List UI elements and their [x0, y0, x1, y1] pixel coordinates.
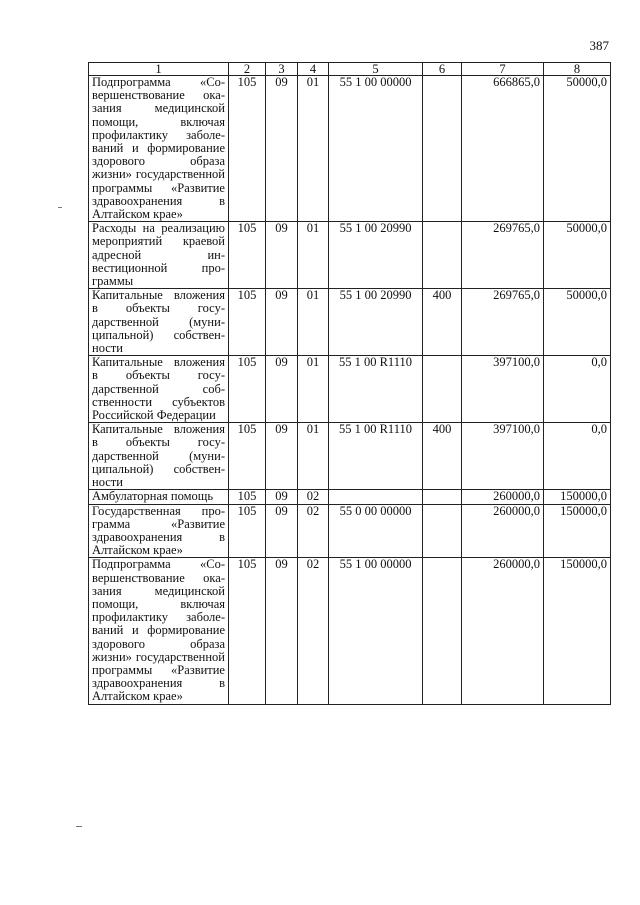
row-col-8: 50000,0: [544, 76, 611, 222]
row-col-7: 666865,0: [462, 76, 544, 222]
row-col-3: 09: [266, 289, 298, 356]
row-name: Государственная программа «Развитие здравоохранения в Алтайском крае»: [89, 504, 229, 558]
row-col-3: 09: [266, 504, 298, 558]
row-col-5: 55 1 00 20990: [329, 222, 423, 289]
row-name: Подпрограмма «Совершенствование оказания медицинской помощи, включая профилактику заболеваний и формирование здорового образа жизни» государственной программы «Развитие здравоохранения в Алтайском крае»: [89, 558, 229, 704]
row-col-5: 55 1 00 00000: [329, 76, 423, 222]
header-col-4: 4: [298, 63, 329, 76]
row-col-6: [423, 76, 462, 222]
row-name: Капитальные вложения в объекты государственной (муниципальной) собственности: [89, 289, 229, 356]
header-col-2: 2: [229, 63, 266, 76]
row-col-6: [423, 558, 462, 704]
page-number: 387: [589, 38, 609, 53]
row-col-4: 02: [298, 490, 329, 504]
row-col-6: [423, 504, 462, 558]
row-col-8: 50000,0: [544, 289, 611, 356]
row-col-4: 02: [298, 558, 329, 704]
row-name: Подпрограмма «Совершенствование оказания медицинской помощи, включая профилактику заболеваний и формирование здорового образа жизни» государственной программы «Развитие здравоохранения в Алтайском крае»: [89, 76, 229, 222]
row-col-3: 09: [266, 423, 298, 490]
table-row: [89, 289, 611, 356]
row-col-4: 01: [298, 356, 329, 423]
row-col-7: 397100,0: [462, 356, 544, 423]
row-col-4: 01: [298, 76, 329, 222]
row-col-8: 150000,0: [544, 558, 611, 704]
scan-mark: [58, 207, 62, 208]
row-col-8: 50000,0: [544, 222, 611, 289]
table-row: [89, 504, 611, 558]
row-col-7: 397100,0: [462, 423, 544, 490]
row-col-5: 55 1 00 00000: [329, 558, 423, 704]
row-col-2: 105: [229, 76, 266, 222]
row-name: Капитальные вложения в объекты государственной собственности субъектов Российской Федерации: [89, 356, 229, 423]
header-col-8: 8: [544, 63, 611, 76]
row-col-2: 105: [229, 356, 266, 423]
row-col-7: 260000,0: [462, 558, 544, 704]
table-row: [89, 356, 611, 423]
row-name: Расходы на реализацию мероприятий краевой адресной инвестиционной программы: [89, 222, 229, 289]
scan-mark: [76, 826, 82, 827]
row-col-7: 260000,0: [462, 490, 544, 504]
row-col-8: 150000,0: [544, 490, 611, 504]
header-row: [89, 63, 611, 76]
row-col-2: 105: [229, 490, 266, 504]
row-col-5: [329, 490, 423, 504]
table-row: [89, 558, 611, 704]
row-name: Амбулаторная помощь: [89, 490, 229, 504]
row-col-2: 105: [229, 222, 266, 289]
row-col-6: 400: [423, 423, 462, 490]
row-col-3: 09: [266, 356, 298, 423]
row-col-4: 01: [298, 289, 329, 356]
row-col-8: 150000,0: [544, 504, 611, 558]
header-col-6: 6: [423, 63, 462, 76]
row-col-3: 09: [266, 222, 298, 289]
row-col-8: 0,0: [544, 423, 611, 490]
row-col-4: 01: [298, 222, 329, 289]
row-col-7: 269765,0: [462, 289, 544, 356]
row-col-5: 55 0 00 00000: [329, 504, 423, 558]
row-col-3: 09: [266, 490, 298, 504]
row-col-6: 400: [423, 289, 462, 356]
row-name: Капитальные вложения в объекты государственной (муниципальной) собственности: [89, 423, 229, 490]
row-col-4: 02: [298, 504, 329, 558]
header-col-3: 3: [266, 63, 298, 76]
row-col-7: 260000,0: [462, 504, 544, 558]
table-row: [89, 423, 611, 490]
header-col-1: 1: [89, 63, 229, 76]
row-col-2: 105: [229, 558, 266, 704]
header-col-7: 7: [462, 63, 544, 76]
row-col-6: [423, 490, 462, 504]
row-col-6: [423, 356, 462, 423]
row-col-5: 55 1 00 20990: [329, 289, 423, 356]
row-col-4: 01: [298, 423, 329, 490]
table-row: [89, 490, 611, 504]
table-row: [89, 76, 611, 222]
row-col-5: 55 1 00 R1110: [329, 423, 423, 490]
row-col-3: 09: [266, 558, 298, 704]
row-col-5: 55 1 00 R1110: [329, 356, 423, 423]
row-col-8: 0,0: [544, 356, 611, 423]
table-row: [89, 222, 611, 289]
header-col-5: 5: [329, 63, 423, 76]
row-col-2: 105: [229, 423, 266, 490]
row-col-7: 269765,0: [462, 222, 544, 289]
row-col-6: [423, 222, 462, 289]
budget-table: [88, 62, 611, 705]
row-col-2: 105: [229, 289, 266, 356]
row-col-2: 105: [229, 504, 266, 558]
row-col-3: 09: [266, 76, 298, 222]
